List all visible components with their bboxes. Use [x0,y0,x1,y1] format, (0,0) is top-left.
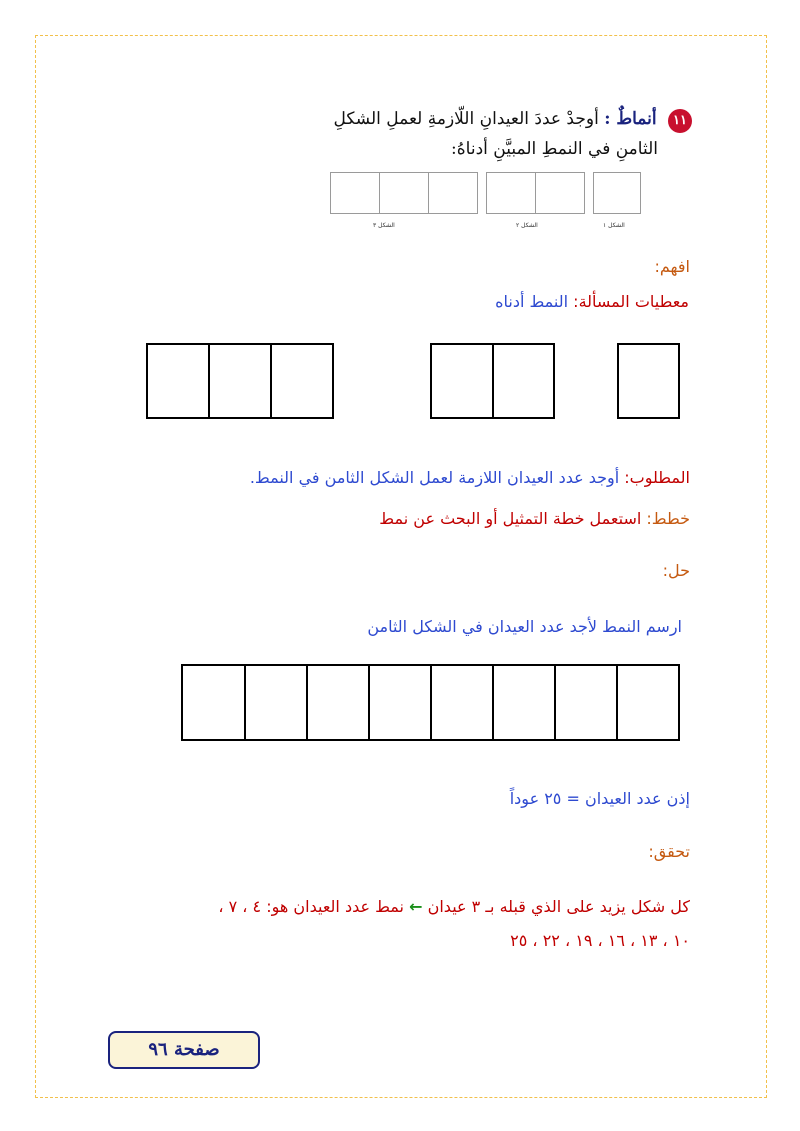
textbook-square [593,172,641,214]
question-keyword: أنماطٌ : [604,109,657,129]
given-square [208,343,272,419]
eighth-figure-square [616,664,680,741]
textbook-square [428,172,478,214]
question-line-1-text: أوجدْ عددَ العيدانِ اللّازمةِ لعملِ الشكلِ [333,109,599,129]
required-label: المطلوب: [624,468,690,487]
given-square [270,343,334,419]
figure-caption-1: الشكل ١ [603,222,625,229]
textbook-square [330,172,380,214]
check-line-1-b: نمط عدد العيدان هو: ٤ ، ٧ ، [218,897,404,916]
question-number-badge: ١١ [668,109,692,133]
plan-value: استعمل خطة التمثيل أو البحث عن نمط [379,509,642,528]
eighth-figure-square [492,664,556,741]
arrow-icon: ← [409,897,423,916]
page-number-stamp: صفحة ٩٦ [108,1031,260,1069]
figure-caption-2: الشكل ٢ [516,222,538,229]
givens-value: النمط أدناه [495,292,569,311]
eighth-figure-square [368,664,432,741]
required-line [250,468,690,487]
check-line-2: ١٠ ، ١٣ ، ١٦ ، ١٩ ، ٢٢ ، ٢٥ [510,931,690,950]
question-text [334,104,692,164]
figure-caption-3: الشكل ٣ [373,222,395,229]
textbook-square [379,172,429,214]
given-square [430,343,494,419]
understand-heading: افهم: [654,257,690,276]
eighth-figure-square [244,664,308,741]
required-value: أوجد عدد العيدان اللازمة لعمل الشكل الثامن في النمط. [249,468,620,487]
plan-line [379,509,690,528]
given-square [617,343,680,419]
check-line-1 [218,897,690,916]
check-heading: تحقق: [648,842,690,861]
question-line-2: الثامنِ في النمطِ المبيَّنِ أدناهُ: [451,139,658,159]
eighth-figure-square [306,664,370,741]
solve-heading: حل: [662,561,690,580]
given-square [146,343,210,419]
plan-label: خطط: [646,509,690,528]
givens-label: معطيات المسألة: [573,292,689,311]
eighth-figure-square [554,664,618,741]
given-square [492,343,555,419]
textbook-pattern-figure [323,168,643,234]
eighth-figure-square [430,664,494,741]
eighth-figure-square [181,664,246,741]
givens-line [495,292,689,311]
solve-instruction: ارسم النمط لأجد عدد العيدان في الشكل الثامن [367,617,682,636]
textbook-square [486,172,536,214]
textbook-square [535,172,585,214]
solve-result: إذن عدد العيدان = ٢٥ عوداً [509,789,690,808]
check-line-1-a: كل شكل يزيد على الذي قبله بـ ٣ عيدان [427,897,690,916]
question-line-1 [334,104,692,134]
